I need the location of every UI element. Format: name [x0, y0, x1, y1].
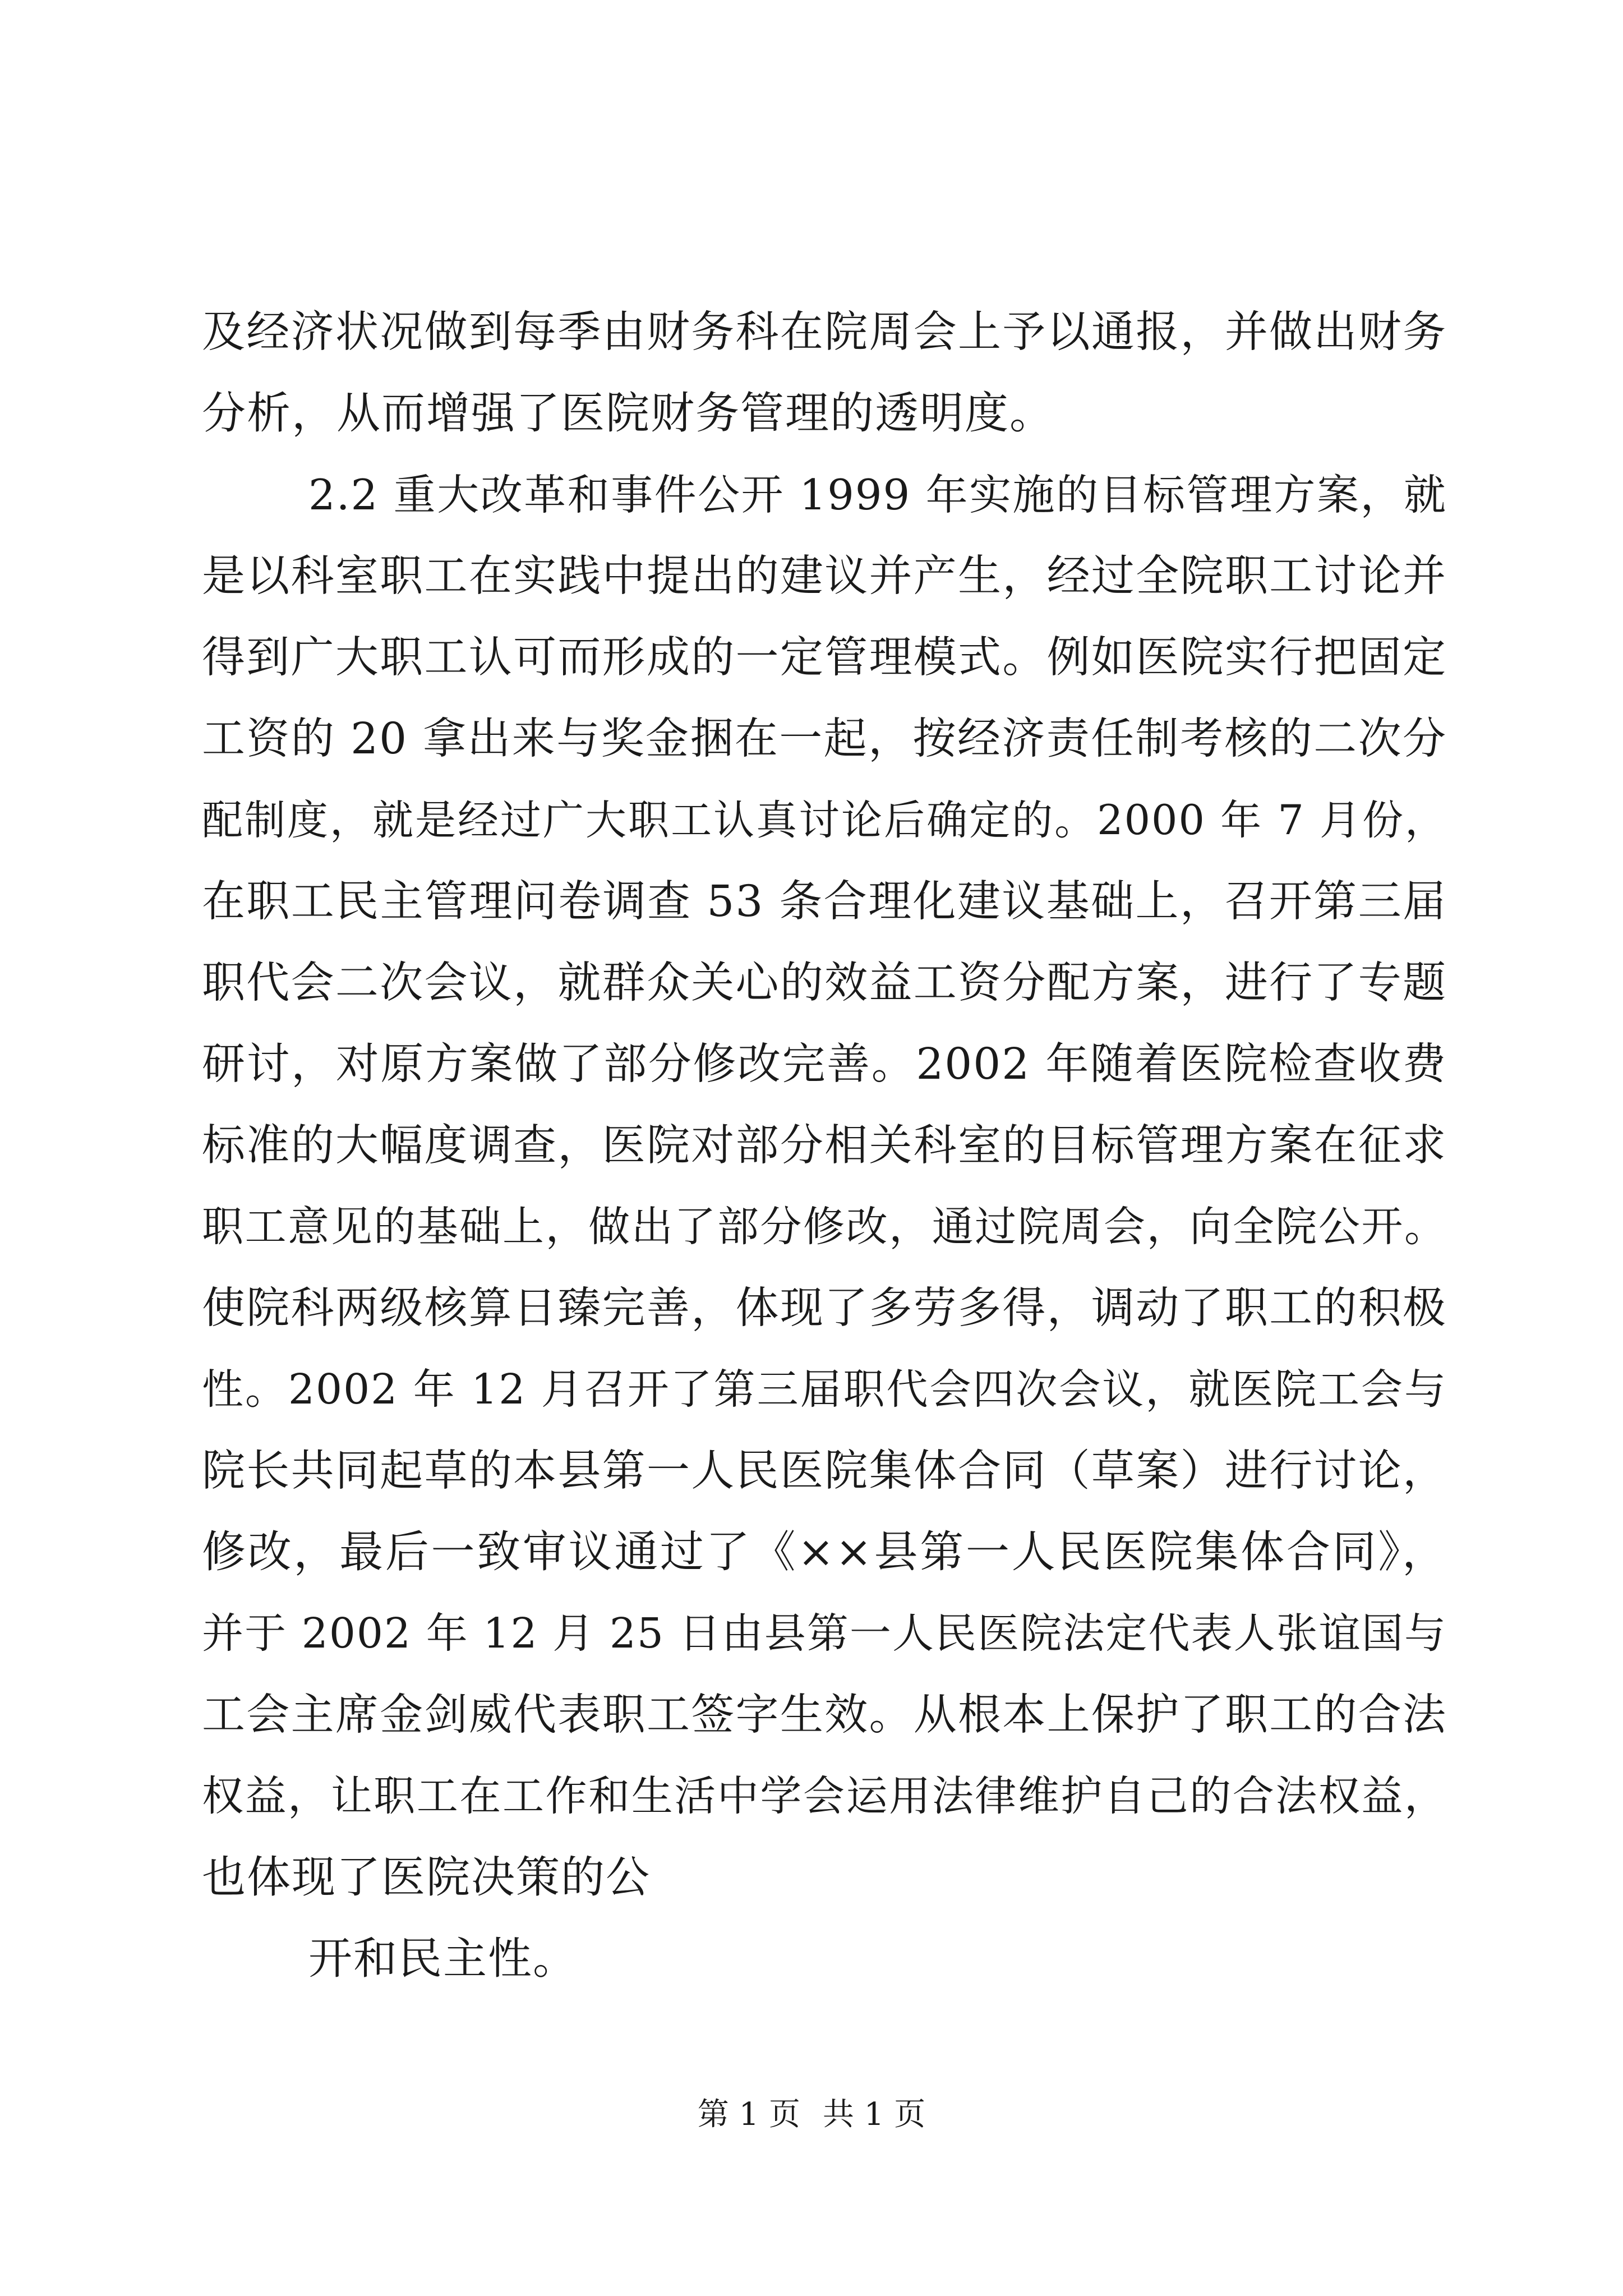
- text-line-17: 并于 2002 年 12 月 25 日由县第一人民医院法定代表人张谊国与: [202, 1609, 1447, 1658]
- text-line-6: 工资的 20 拿出来与奖金捆在一起，按经济责任制考核的二次分: [202, 714, 1447, 764]
- text-line-3: 2.2 重大改革和事件公开 1999 年实施的目标管理方案，就: [308, 470, 1447, 519]
- text-line-1: 及经济状况做到每季由财务科在院周会上予以通报，并做出财务: [202, 307, 1447, 357]
- text-line-13: 使院科两级核算日臻完善，体现了多劳多得，调动了职工的积极: [202, 1283, 1447, 1333]
- text-line-21: 开和民主性。: [308, 1934, 578, 1984]
- page-number: 第 1 页: [697, 2096, 800, 2133]
- text-line-20: 也体现了医院决策的公: [202, 1852, 651, 1903]
- text-line-8: 在职工民主管理问卷调查 53 条合理化建议基础上，召开第三届: [202, 877, 1447, 927]
- text-line-18: 工会主席金剑威代表职工签字生效。从根本上保护了职工的合法: [202, 1690, 1447, 1740]
- text-line-19: 权益，让职工在工作和生活中学会运用法律维护自己的合法权益，: [202, 1772, 1447, 1820]
- text-line-14: 性。2002 年 12 月召开了第三届职代会四次会议，就医院工会与: [202, 1365, 1447, 1414]
- text-line-7: 配制度，就是经过广大职工认真讨论后确定的。2000 年 7 月份，: [202, 797, 1447, 844]
- page-footer: [0, 2092, 1623, 2137]
- text-line-16: 修改，最后一致审议通过了《××县第一人民医院集体合同》，: [202, 1527, 1447, 1577]
- text-line-15: 院长共同起草的本县第一人民医院集体合同（草案）进行讨论，: [202, 1446, 1447, 1496]
- text-line-2: 分析，从而增强了医院财务管理的透明度。: [202, 388, 1055, 439]
- text-line-9: 职代会二次会议，就群众关心的效益工资分配方案，进行了专题: [202, 958, 1447, 1008]
- text-line-11: 标准的大幅度调查，医院对部分相关科室的目标管理方案在征求: [202, 1121, 1447, 1171]
- text-line-5: 得到广大职工认可而形成的一定管理模式。例如医院实行把固定: [202, 633, 1447, 683]
- text-line-4: 是以科室职工在实践中提出的建议并产生，经过全院职工讨论并: [202, 551, 1447, 601]
- text-line-12: 职工意见的基础上，做出了部分修改，通过院周会，向全院公开。: [202, 1203, 1447, 1251]
- text-line-10: 研讨，对原方案做了部分修改完善。2002 年随着医院检查收费: [202, 1039, 1447, 1089]
- page-total: 共 1 页: [823, 2096, 926, 2133]
- body-text: [202, 292, 1447, 2000]
